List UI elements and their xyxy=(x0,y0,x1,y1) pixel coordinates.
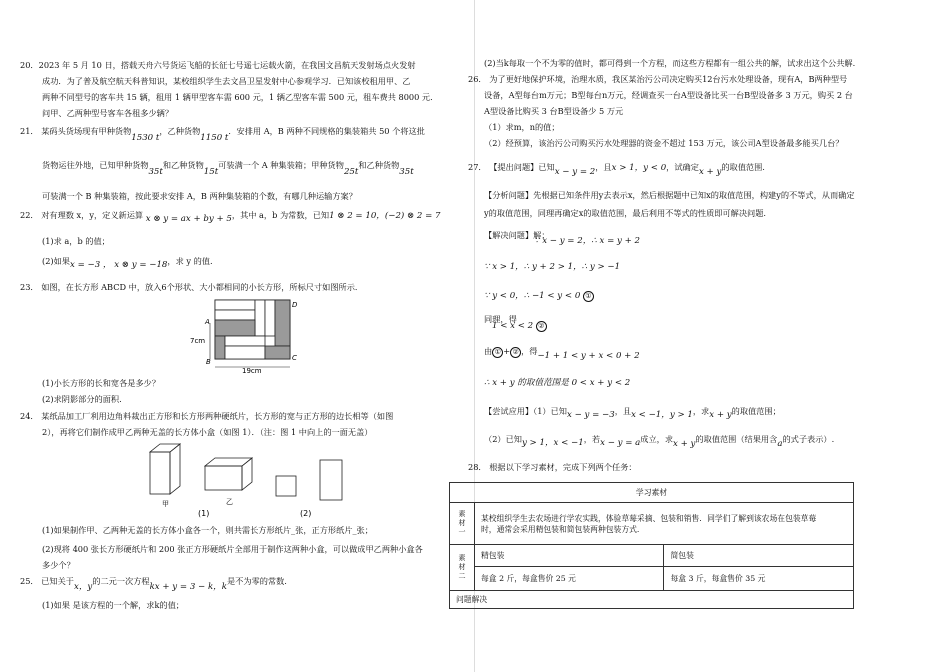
label-7cm: 7cm xyxy=(190,337,206,345)
q23-line1: 23． 如图，在长方形 ABCD 中，放入6个形状、大小都相同的小长方形，所标尺寸如图所示． xyxy=(20,282,364,292)
q21-line2: 货物运往外地，已知甲种货物35t和乙种货物15t可装满一个 A 种集装箱；甲种货物25t和乙种货物35t xyxy=(42,160,414,177)
q27-try1: 【尝试应用】（1）已知x − y = −3，且x < −1，y > 1，求x + y的取值范围； xyxy=(484,406,781,420)
learning-material-table xyxy=(449,482,854,609)
problem-solving-row: 问题解决 xyxy=(450,591,854,609)
q27-question: 27． 【提出问题】已知x − y = 2，且x > 1，y < 0，试确定x + y的取值范围. xyxy=(468,162,765,177)
square-card xyxy=(276,476,296,496)
q27-step2: ∵ x > 1，∴ y + 2 > 1，∴ y > −1 xyxy=(484,262,621,272)
q24-line1: 24． 某纸品加工厂利用边角料裁出正方形和长方形两种硬纸片，长方形的宽与正方形的边长相等（如图 xyxy=(20,411,394,421)
q27-analysis-line1: 【分析问题】先根据已知条件用y去表示x，然后根据题中已知x的取值范围，构建y的不等式，从而确定 xyxy=(484,190,855,200)
q20-line1: 20．2023 年 5 月 10 日，搭载天舟六号货运飞船的长征七号遥七运载火箭，在我国文昌航天发射场点火发射 xyxy=(20,60,416,70)
q27-try2: （2）已知y > 1，x < −1，若x − y = a成立，求x + y的取值范围（结果用含a的式子表示）. xyxy=(484,434,835,449)
q24-part2a: (2)现将 400 张长方形硬纸片和 200 张正方形硬纸片全部用于制作这两种小盒，可以做成甲乙两种小盒各 xyxy=(42,544,423,554)
rect-card xyxy=(320,460,342,500)
q25-part1: (1)如果 是该方程的一个解，求k的值； xyxy=(42,600,184,610)
q22-part1: (1)求 a，b 的值； xyxy=(42,236,110,246)
material1-label: 素材一 xyxy=(450,503,475,545)
jing-header: 精包装 xyxy=(475,545,664,567)
q21-line3: 可装满一个 B 种集装箱，按此要求安排 A，B 两种集装箱的个数，有哪几种运输方案？ xyxy=(42,191,357,201)
q27-step1: ∵ x − y = 2，∴ x = y + 2 xyxy=(534,236,640,246)
q22-part2: (2)如果x = −3 ， x ⊗ y = −18，求 y 的值. xyxy=(42,256,213,270)
q24-box-figures xyxy=(140,440,370,518)
q27-step4-ineq: 1 < x < 2 ② xyxy=(492,320,547,332)
label-yi: 乙 xyxy=(226,498,233,506)
label-b: B xyxy=(206,358,211,366)
jian-header: 简包装 xyxy=(664,545,854,567)
material2-label: 素材二 xyxy=(450,545,475,591)
shaded-area xyxy=(215,320,255,336)
q27-step6: ∴ x + y 的取值范围是 0 < x + y < 2 xyxy=(484,378,631,388)
q23-part2: (2)求阴影部分的面积. xyxy=(42,394,122,404)
q23-rectangle-figure xyxy=(190,297,310,375)
q20-line4: 问甲、乙两种型号客车各租多少辆？ xyxy=(42,108,174,118)
q23-part1: (1)小长方形的长和宽各是多少？ xyxy=(42,378,161,388)
box-jia xyxy=(150,444,180,494)
label-a: A xyxy=(205,318,210,326)
label-19cm: 19cm xyxy=(242,367,262,375)
q27-step5: 由 ① + ② ，得−1 + 1 < y + x < 0 + 2 xyxy=(484,346,640,361)
label-fig2: (2) xyxy=(300,509,312,518)
shaded-area-2 xyxy=(275,300,290,346)
q26-line2: 设备，A型每台m万元；B型每台n万元，经调查买一台A型设备比买一台B型设备多 3 万元，购买 2 台 xyxy=(484,90,853,100)
q20-line2: 成功．为了普及航空航天科普知识，某校组织学生去文昌卫星发射中心参观学习．已知该校租用甲、乙 xyxy=(42,76,411,86)
q24-line2: 2），再将它们制作成甲乙两种无盖的长方体小盒（如图 1）．（注：图 1 中向上的一面无盖） xyxy=(42,427,373,437)
q25-line1: 25． 已知关于x，y的二元一次方程kx + y = 3 − k，k是不为零的常数. xyxy=(20,576,287,592)
q26-line3: A型设备比购买 3 台B型设备少 5 万元 xyxy=(484,106,624,116)
q24-part1: (1)如果制作甲、乙两种无盖的长方体小盒各一个，则共需长方形纸片_张，正方形纸片_张； xyxy=(42,525,373,535)
label-fig1: (1) xyxy=(198,509,210,518)
q27-step4: 同理，得 xyxy=(484,314,517,324)
q22-line1: 22． 对有理数 x，y，定义新运算 x ⊗ y = ax + by + 5，其中 a，b 为常数，已知1 ⊗ 2 = 10，(−2) ⊗ 2 = 7 xyxy=(20,210,441,224)
material1-text: 某校组织学生去农场进行学农实践，体验草莓采摘、包装和销售．同学们了解到该农场在包装草莓 时，通常会采用精包装和简包装两种包装方式. xyxy=(475,503,854,545)
label-d: D xyxy=(292,301,298,309)
q28-intro: 28． 根据以下学习素材，完成下列两个任务： xyxy=(468,462,637,472)
q27-analysis-line2: y的取值范围，同理再确定x的取值范围，最后利用不等式的性质即可解决问题. xyxy=(484,208,767,218)
q25-part2: (2)当k每取一个不为零的值时，都可得到一个方程，而这些方程都有一组公共的解，试求出这个公共解. xyxy=(484,58,856,68)
box-yi xyxy=(205,458,252,490)
table-header: 学习素材 xyxy=(450,483,854,503)
q27-solve-heading: 【解决问题】解： xyxy=(484,230,550,240)
q24-part2b: 多少个？ xyxy=(42,560,75,570)
label-jia: 甲 xyxy=(162,500,169,508)
jian-detail: 每盒 3 斤，每盒售价 35 元 xyxy=(664,567,854,591)
q27-step3: ∵ y < 0，∴ −1 < y < 0 ① xyxy=(484,290,594,302)
jing-detail: 每盒 2 斤，每盒售价 25 元 xyxy=(475,567,664,591)
q21-line1: 21． 某码头货场现有甲种货物1530 t，乙种货物1150 t．安排用 A，B 两种不同规格的集装箱共 50 个将这批 xyxy=(20,126,425,143)
q20-line3: 两种不同型号的客车共 15 辆，租用 1 辆甲型客车需 600 元，1 辆乙型客车需 500 元，租车费共 8000 元． xyxy=(42,92,439,102)
label-c: C xyxy=(292,354,297,362)
q26-line1: 26． 为了更好地保护环境，治理水质，我区某治污公司决定购买12台污水处理设备，现有A，B两种型号 xyxy=(468,74,848,84)
q26-part2: （2）经预算，该治污公司购买污水处理器的资金不超过 153 万元，该公司A型设备最多能买几台？ xyxy=(484,138,844,148)
q26-part1: （1）求m，n的值； xyxy=(484,122,560,132)
